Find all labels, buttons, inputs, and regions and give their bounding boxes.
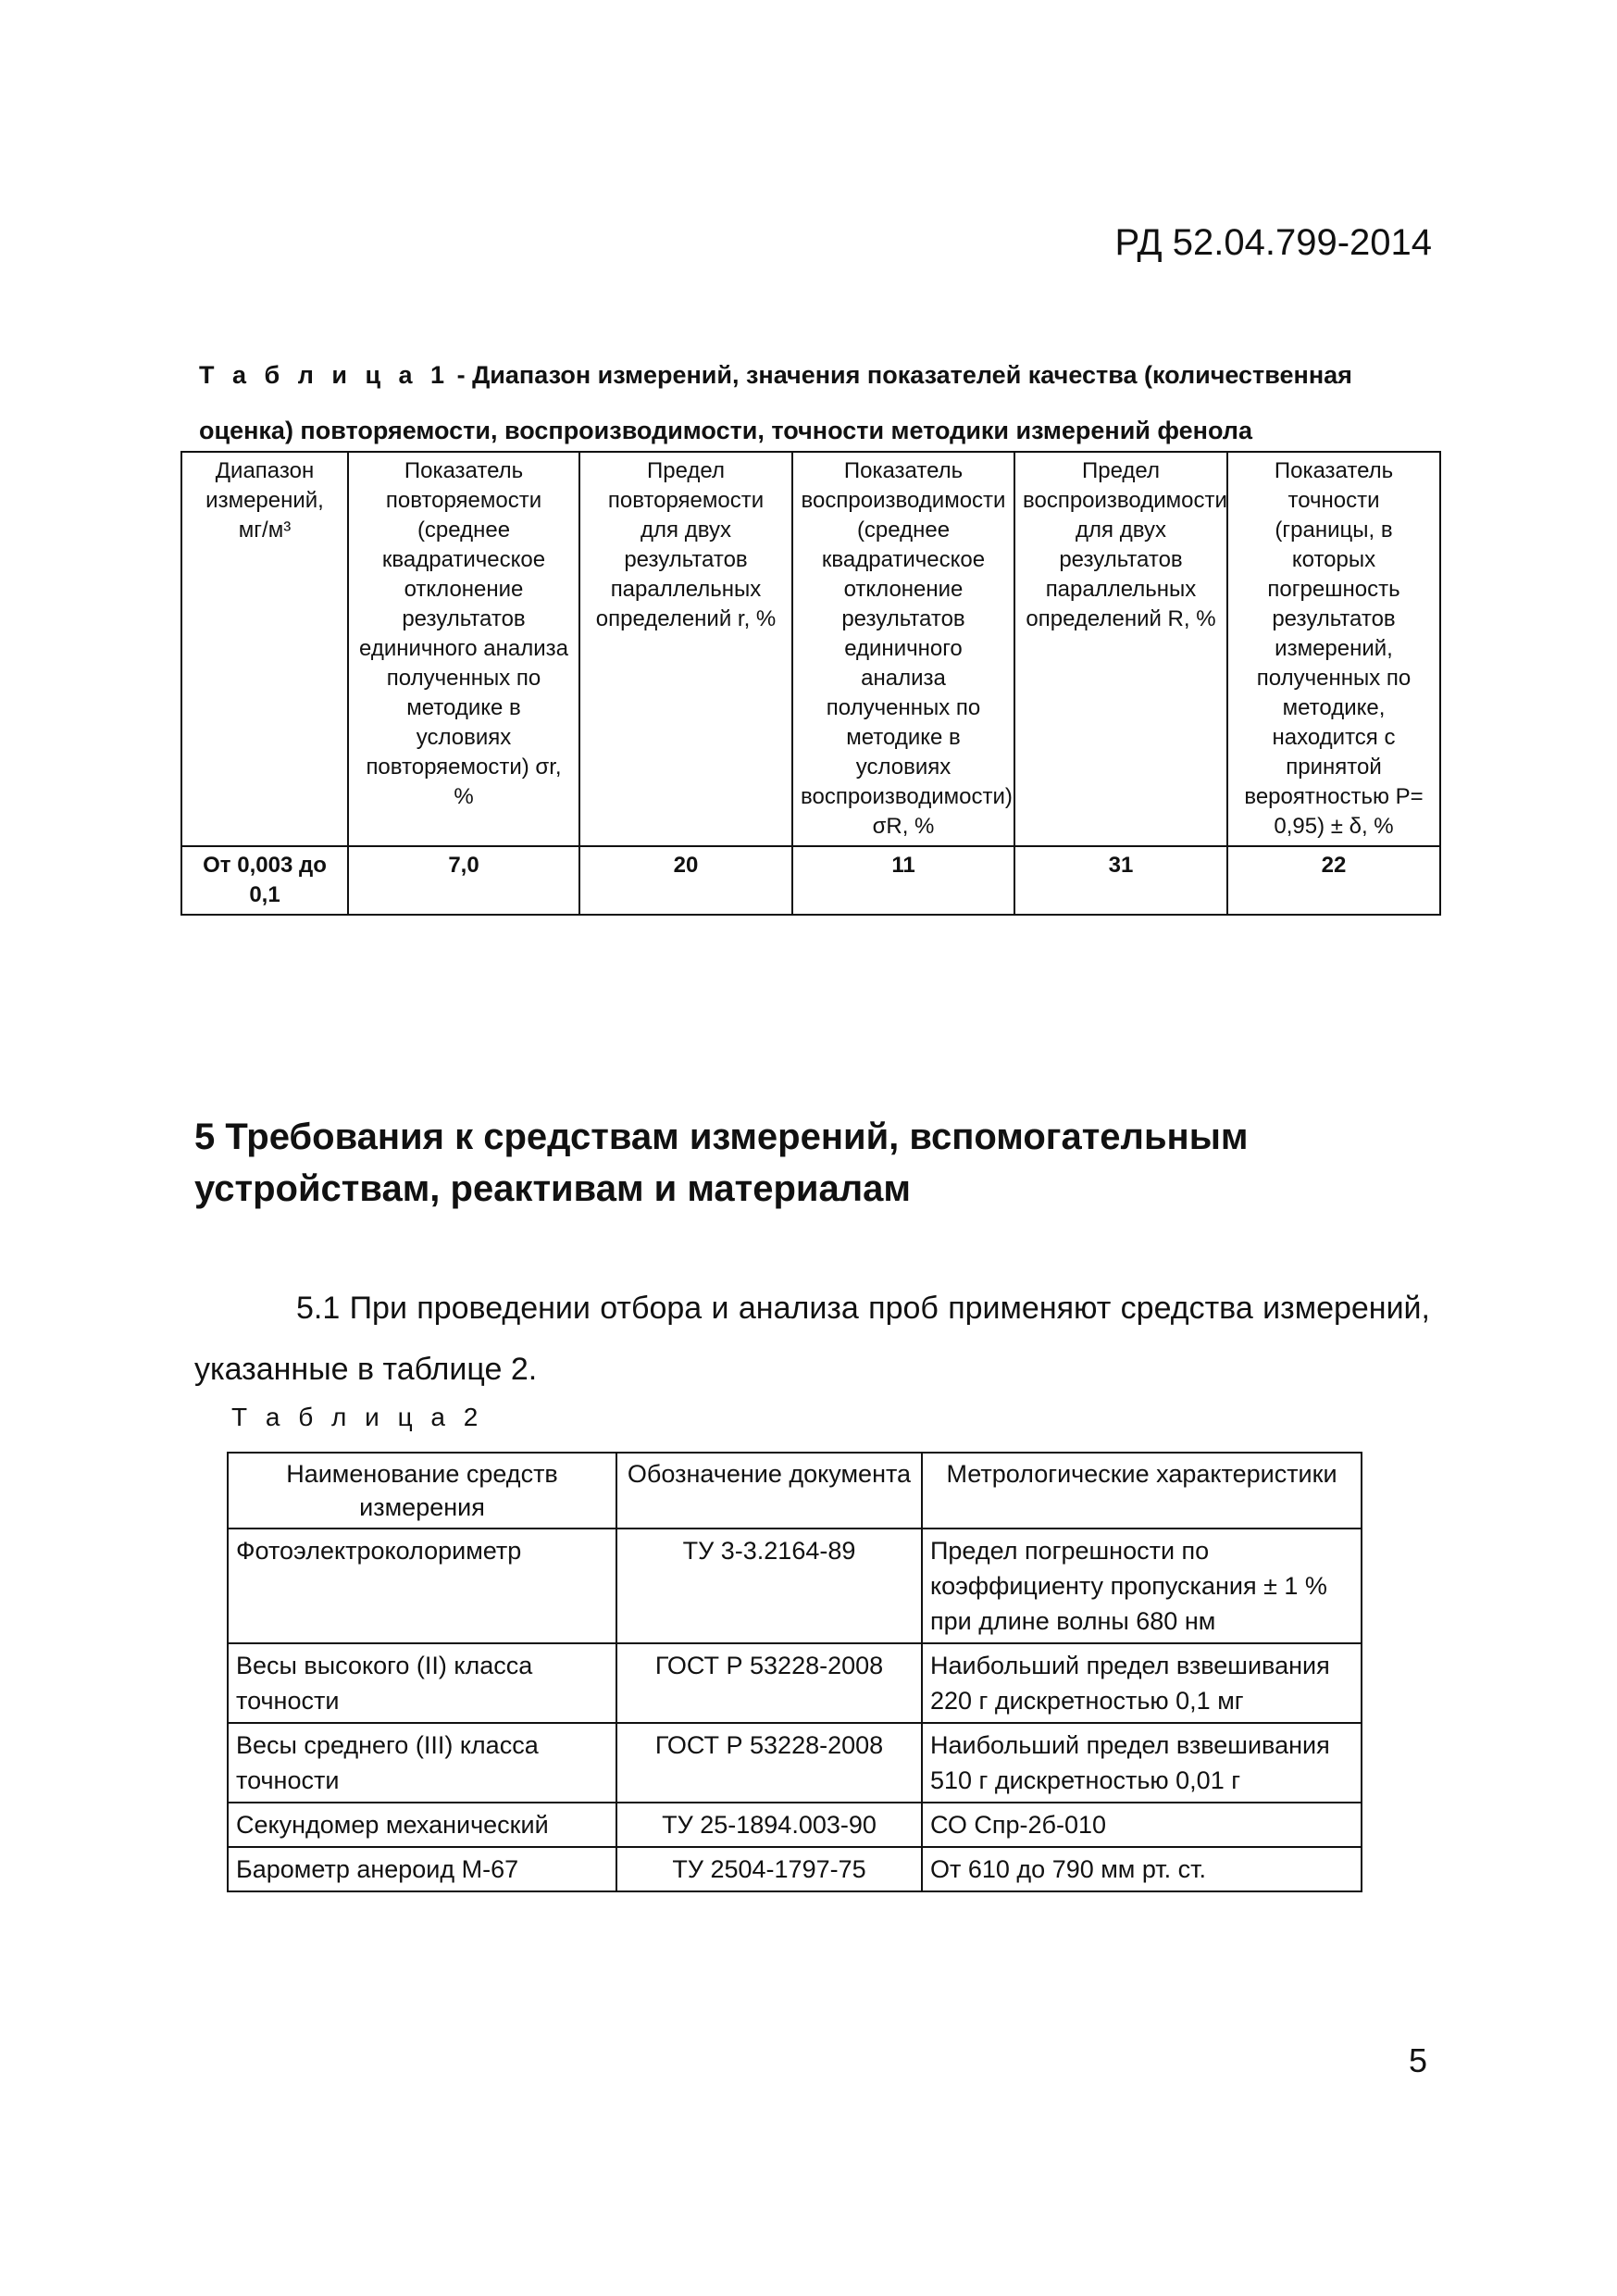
table2-cell: ТУ 2504-1797-75 <box>616 1847 922 1891</box>
table1-cell: 20 <box>579 846 792 915</box>
table1 <box>180 451 1441 916</box>
table1-cell: 7,0 <box>348 846 579 915</box>
page-number: 5 <box>1408 2041 1427 2079</box>
table2-cell: ТУ 3-3.2164-89 <box>616 1529 922 1643</box>
table2-cell: Наибольший предел взвешивания 220 г дискретностью 0,1 мг <box>922 1643 1362 1723</box>
table1-header-cell: Диапазон измерений, мг/м³ <box>181 452 348 846</box>
table1-cell: 31 <box>1014 846 1227 915</box>
table2-row <box>228 1847 1362 1891</box>
table2-cell: Весы среднего (III) класса точности <box>228 1723 616 1803</box>
table1-caption-label: Т а б л и ц а 1 <box>199 361 451 389</box>
table2-cell: Весы высокого (II) класса точности <box>228 1643 616 1723</box>
table2-cell: Наибольший предел взвешивания 510 г дискретностью 0,01 г <box>922 1723 1362 1803</box>
table2-cell: СО Спр-2б-010 <box>922 1803 1362 1847</box>
document-code: РД 52.04.799-2014 <box>1114 222 1432 263</box>
table2-cell: Барометр анероид М-67 <box>228 1847 616 1891</box>
table2-header-row <box>228 1453 1362 1529</box>
table1-header-cell: Показатель воспроизводимости (среднее квадратическое отклонение результатов единичного анализа полученных по методике в условиях воспроизводимости) σR, % <box>792 452 1014 846</box>
table1-header-cell: Предел повторяемости для двух результатов параллельных определений r, % <box>579 452 792 846</box>
table1-caption <box>199 347 1439 458</box>
table1-cell: 22 <box>1227 846 1440 915</box>
table1-row <box>181 846 1440 915</box>
paragraph-5-1: 5.1 При проведении отбора и анализа проб применяют средства измерений, указанные в таблице 2. <box>194 1291 1430 1387</box>
table2-cell: Фотоэлектроколориметр <box>228 1529 616 1643</box>
table2-cell: ТУ 25-1894.003-90 <box>616 1803 922 1847</box>
table2-cell: ГОСТ Р 53228-2008 <box>616 1723 922 1803</box>
table2-row <box>228 1529 1362 1643</box>
table2-cell: Секундомер механический <box>228 1803 616 1847</box>
table1-header-cell: Показатель точности (границы, в которых погрешность результатов измерений, полученных по методике, находится с принятой вероятностью P= 0,95) ± δ, % <box>1227 452 1440 846</box>
table1-header-cell: Показатель повторяемости (среднее квадратическое отклонение результатов единичного анализа полученных по методике в условиях повторяемости) σr, % <box>348 452 579 846</box>
table2-cell: Предел погрешности по коэффициенту пропускания ± 1 % при длине волны 680 нм <box>922 1529 1362 1643</box>
table2-header-cell: Обозначение документа <box>616 1453 922 1529</box>
table2-cell: ГОСТ Р 53228-2008 <box>616 1643 922 1723</box>
table2-row <box>228 1643 1362 1723</box>
table2-row <box>228 1723 1362 1803</box>
section-5-heading: 5 Требования к средствам измерений, вспомогательным устройствам, реактивам и материалам <box>194 1117 1249 1209</box>
table1-header-row <box>181 452 1440 846</box>
table1-caption-text: - Диапазон измерений, значения показателей качества (количественная оценка) повторяемости, воспроизводимости, точности методики измерений фенола <box>199 361 1352 444</box>
table1-cell: 11 <box>792 846 1014 915</box>
table2-row <box>228 1803 1362 1847</box>
table2-header-cell: Метрологические характеристики <box>922 1453 1362 1529</box>
table1-header-cell: Предел воспроизводимости для двух результатов параллельных определений R, % <box>1014 452 1227 846</box>
table2-caption: Т а б л и ц а 2 <box>231 1403 484 1431</box>
table2-header-cell: Наименование средств измерения <box>228 1453 616 1529</box>
table2-cell: От 610 до 790 мм рт. ст. <box>922 1847 1362 1891</box>
table2 <box>227 1452 1362 1892</box>
table1-cell: От 0,003 до 0,1 <box>181 846 348 915</box>
